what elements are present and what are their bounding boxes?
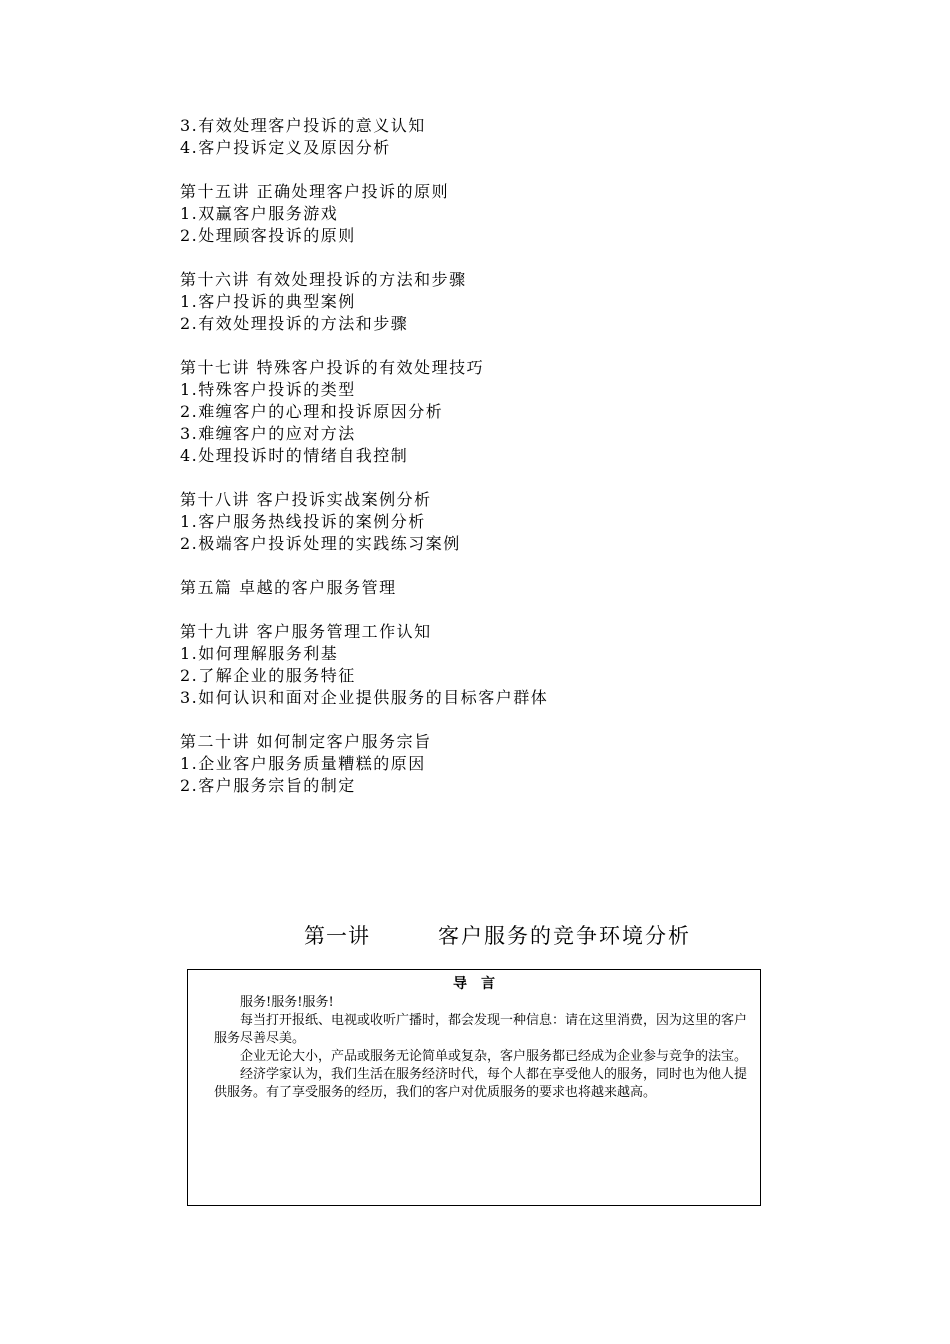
outline-item: 1.特殊客户投诉的类型 [180,380,356,399]
outline-item: 2.了解企业的服务特征 [180,666,356,685]
outline-item: 3.有效处理客户投诉的意义认知 [180,116,426,135]
outline-group [180,269,800,335]
intro-paragraph: 服务!服务!服务! [240,995,334,1010]
outline-item: 2.极端客户投诉处理的实践练习案例 [180,534,461,553]
part-heading: 第五篇 卓越的客户服务管理 [180,578,397,597]
outline-item: 4.处理投诉时的情绪自我控制 [180,446,409,465]
outline-group [180,731,800,797]
lecture-heading: 第十七讲 特殊客户投诉的有效处理技巧 [180,358,485,377]
outline-group [180,357,800,467]
intro-box [187,969,761,1206]
outline-item: 3.如何认识和面对企业提供服务的目标客户群体 [180,688,549,707]
outline-item: 2.处理顾客投诉的原则 [180,226,356,245]
intro-heading: 导言 [453,976,509,992]
outline-item: 2.难缠客户的心理和投诉原因分析 [180,402,444,421]
outline-item: 1.双赢客户服务游戏 [180,204,339,223]
intro-body [188,994,760,1102]
intro-paragraph: 经济学家认为，我们生活在服务经济时代，每个人都在享受他人的服务，同时也为他人提供服务。有了享受服务的经历，我们的客户对优质服务的要求也将越来越高。 [214,1067,748,1100]
lecture-heading: 第十五讲 正确处理客户投诉的原则 [180,182,450,201]
chapter-number: 第一讲 [304,924,370,948]
course-outline [180,115,800,797]
lecture-heading: 第十九讲 客户服务管理工作认知 [180,622,432,641]
outline-group [180,489,800,555]
outline-item: 3.难缠客户的应对方法 [180,424,356,443]
outline-item: 4.客户投诉定义及原因分析 [180,138,391,157]
outline-item: 2.有效处理投诉的方法和步骤 [180,314,409,333]
outline-item: 1.如何理解服务利基 [180,644,339,663]
outline-group [180,577,800,599]
outline-item: 1.客户服务热线投诉的案例分析 [180,512,426,531]
chapter-heading [0,920,950,950]
lecture-heading: 第十八讲 客户投诉实战案例分析 [180,490,432,509]
chapter-title: 客户服务的竞争环境分析 [438,924,691,948]
lecture-heading: 第二十讲 如何制定客户服务宗旨 [180,732,432,751]
outline-group [180,181,800,247]
outline-item: 2.客户服务宗旨的制定 [180,776,356,795]
outline-item: 1.客户投诉的典型案例 [180,292,356,311]
outline-item: 1.企业客户服务质量糟糕的原因 [180,754,426,773]
intro-paragraph: 每当打开报纸、电视或收听广播时，都会发现一种信息：请在这里消费，因为这里的客户服务尽善尽美。 [214,1013,748,1046]
lecture-heading: 第十六讲 有效处理投诉的方法和步骤 [180,270,467,289]
intro-paragraph: 企业无论大小，产品或服务无论简单或复杂，客户服务都已经成为企业参与竞争的法宝。 [240,1049,748,1064]
outline-group [180,115,800,159]
outline-group [180,621,800,709]
